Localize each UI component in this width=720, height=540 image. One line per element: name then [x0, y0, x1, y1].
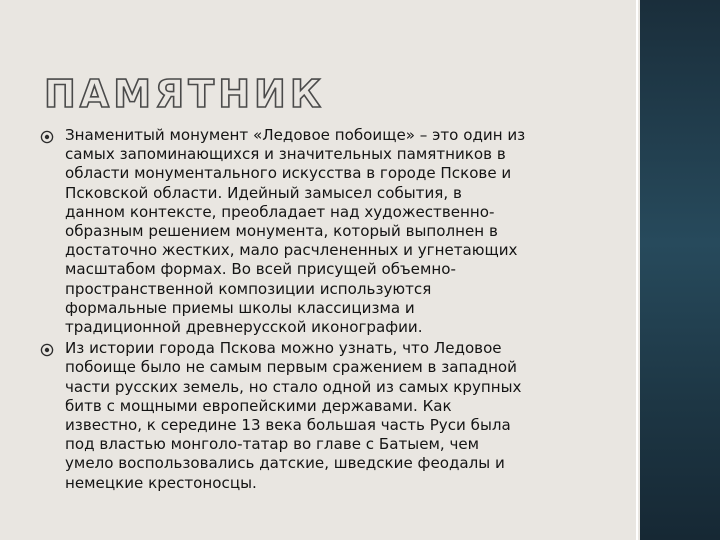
list-item	[40, 126, 600, 337]
side-divider-line	[636, 0, 638, 540]
list-item	[40, 339, 600, 493]
side-accent-bar	[640, 0, 720, 540]
bullet-list	[40, 126, 600, 495]
slide-title: ПАМЯТНИК	[44, 72, 325, 116]
circled-dot-icon	[40, 130, 54, 144]
bullet-text: Из истории города Пскова можно узнать, что Ледовое побоище было не самым первым сражением в западной части русских земель, но стало одной из самых крупных битв с мощными европейскими державами. Как известно, к середине 13 века большая часть Руси была под властью монголо-татар во главе с Батыем, чем умело воспользовались датские, шведские феодалы и немецкие крестоносцы.	[65, 339, 522, 492]
bullet-text: Знаменитый монумент «Ледовое побоище» – это один из самых запоминающихся и значительных памятников в области монументального искусства в городе Пскове и Псковской области. Идейный замысел события, в данном контексте, преобладает над художественно- образным решением монумента, который выполнен в достаточно жестких, мало расчлененных и угнетающих масштабом формах. Во всей присущей объемно- пространственной композиции используются формальные приемы школы классицизма и традиционной древнерусской иконографии.	[65, 126, 526, 337]
circled-dot-icon	[40, 343, 54, 357]
